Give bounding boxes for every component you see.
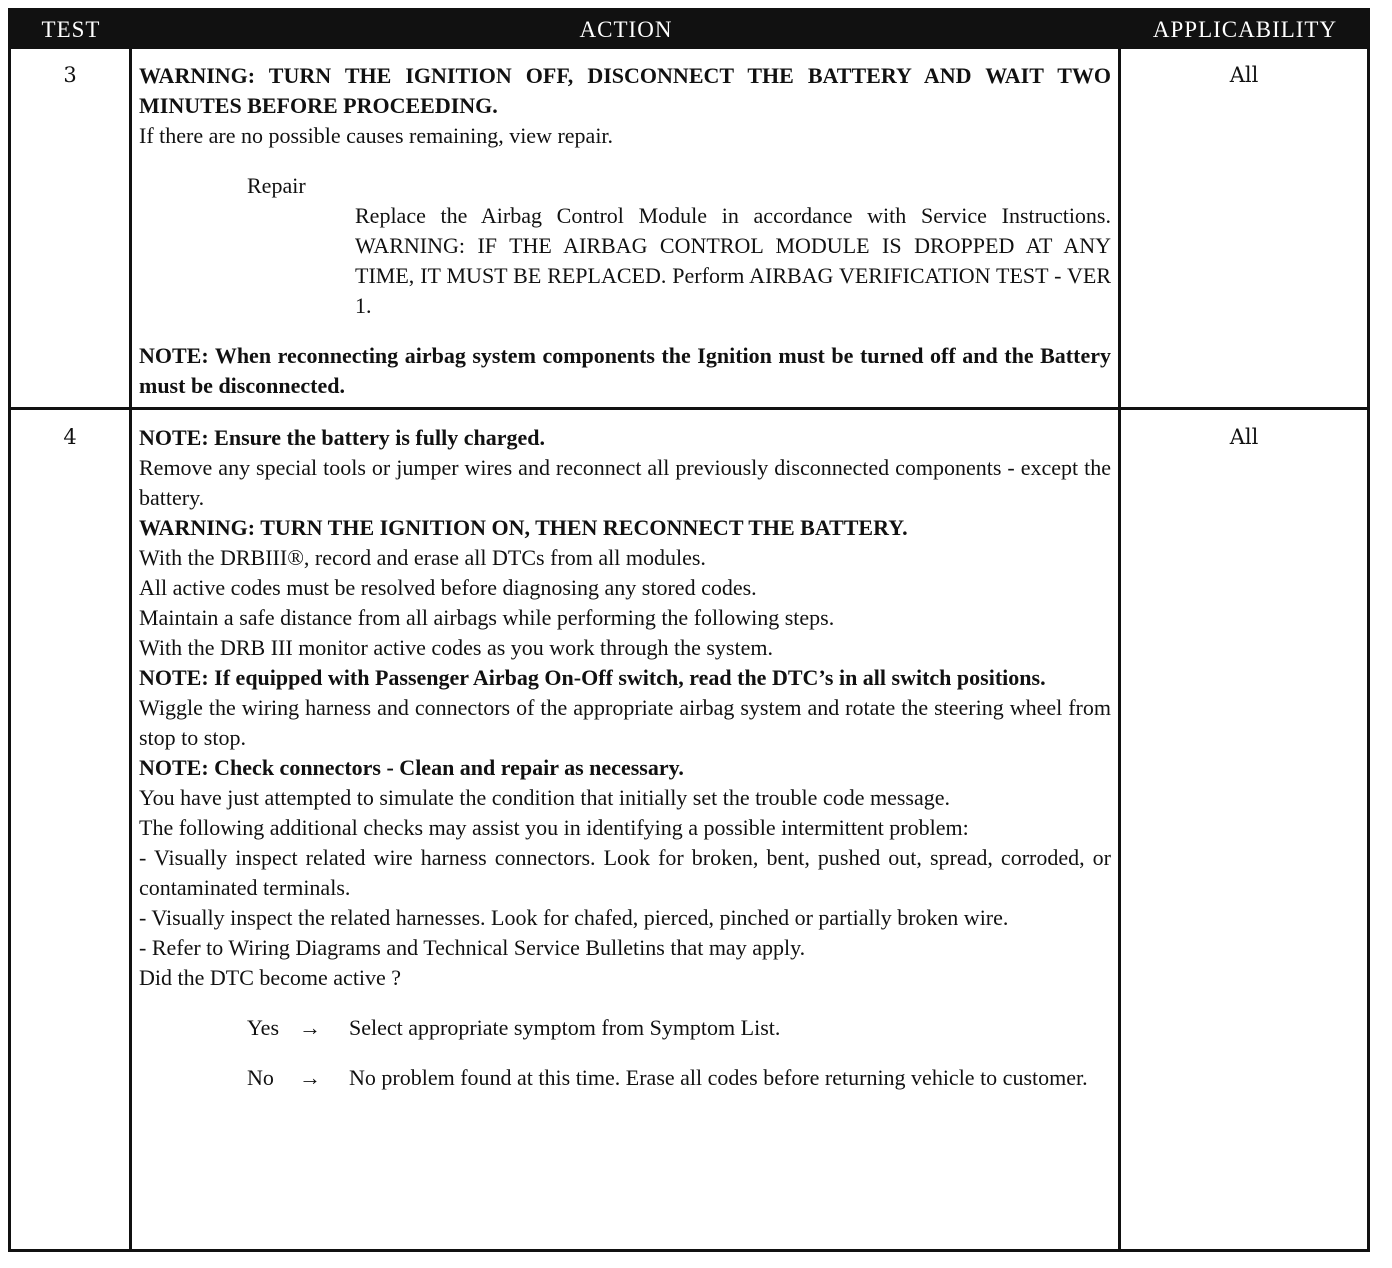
no-option [139, 1063, 1111, 1093]
no-label: No [247, 1065, 274, 1090]
no-text: No problem found at this time. Erase all codes before returning vehicle to customer. [349, 1065, 1088, 1090]
instruction-text: You have just attempted to simulate the condition that initially set the trouble code message. [139, 785, 950, 810]
yes-option [139, 1013, 1111, 1043]
note-text: NOTE: When reconnecting airbag system components the Ignition must be turned off and the Battery must be disconnected. [139, 343, 1111, 398]
header-test: TEST [41, 17, 101, 42]
diagnostic-table [8, 8, 1370, 1252]
table-header [11, 11, 1367, 49]
note-text: NOTE: Check connectors - Clean and repair as necessary. [139, 755, 684, 780]
applicability-value: All [1229, 425, 1259, 449]
repair-text: Replace the Airbag Control Module in accordance with Service Instructions. WARNING: IF THE AIRBAG CONTROL MODULE IS DROPPED AT ANY TIME, IT MUST BE REPLACED. Perform AIRBAG VERIFICATION TEST - VER 1. [355, 203, 1111, 318]
note-text: NOTE: Ensure the battery is fully charged. [139, 425, 545, 450]
instruction-text: With the DRB III monitor active codes as you work through the system. [139, 635, 773, 660]
test-number: 4 [63, 425, 77, 449]
arrow-icon: → [299, 1065, 321, 1090]
instruction-text: The following additional checks may assist you in identifying a possible intermittent problem: [139, 815, 969, 840]
yes-text: Select appropriate symptom from Symptom List. [349, 1015, 781, 1040]
instruction-text: Maintain a safe distance from all airbags while performing the following steps. [139, 605, 835, 630]
yes-label: Yes [247, 1015, 280, 1040]
warning-text: WARNING: TURN THE IGNITION ON, THEN RECONNECT THE BATTERY. [139, 515, 908, 540]
instruction-text: Remove any special tools or jumper wires and reconnect all previously disconnected components - except the battery. [139, 455, 1111, 510]
instruction-text: If there are no possible causes remaining, view repair. [139, 123, 614, 148]
header-applicability: APPLICABILITY [1152, 17, 1338, 42]
applicability-value: All [1229, 63, 1259, 87]
instruction-text: Wiggle the wiring harness and connectors of the appropriate airbag system and rotate the steering wheel from stop to stop. [139, 695, 1111, 750]
instruction-text: - Visually inspect the related harnesses. Look for chafed, pierced, pinched or partially broken wire. [139, 905, 1009, 930]
instruction-text: All active codes must be resolved before diagnosing any stored codes. [139, 575, 757, 600]
repair-label: Repair [247, 173, 306, 198]
row-divider [11, 407, 1367, 410]
action-cell [139, 61, 1111, 401]
warning-text: WARNING: TURN THE IGNITION OFF, DISCONNECT THE BATTERY AND WAIT TWO MINUTES BEFORE PROCEEDING. [139, 63, 1111, 118]
header-action: ACTION [579, 17, 673, 42]
instruction-text: With the DRBIII®, record and erase all DTCs from all modules. [139, 545, 706, 570]
action-cell [139, 423, 1111, 1093]
instruction-text: - Visually inspect related wire harness connectors. Look for broken, bent, pushed out, spread, corroded, or contaminated terminals. [139, 845, 1111, 900]
instruction-text: - Refer to Wiring Diagrams and Technical Service Bulletins that may apply. [139, 935, 806, 960]
test-number: 3 [63, 63, 77, 87]
arrow-icon: → [299, 1015, 321, 1040]
column-divider [129, 49, 132, 1249]
question-text: Did the DTC become active ? [139, 965, 402, 990]
column-divider [1118, 49, 1121, 1249]
note-text: NOTE: If equipped with Passenger Airbag On-Off switch, read the DTC’s in all switch positions. [139, 665, 1046, 690]
